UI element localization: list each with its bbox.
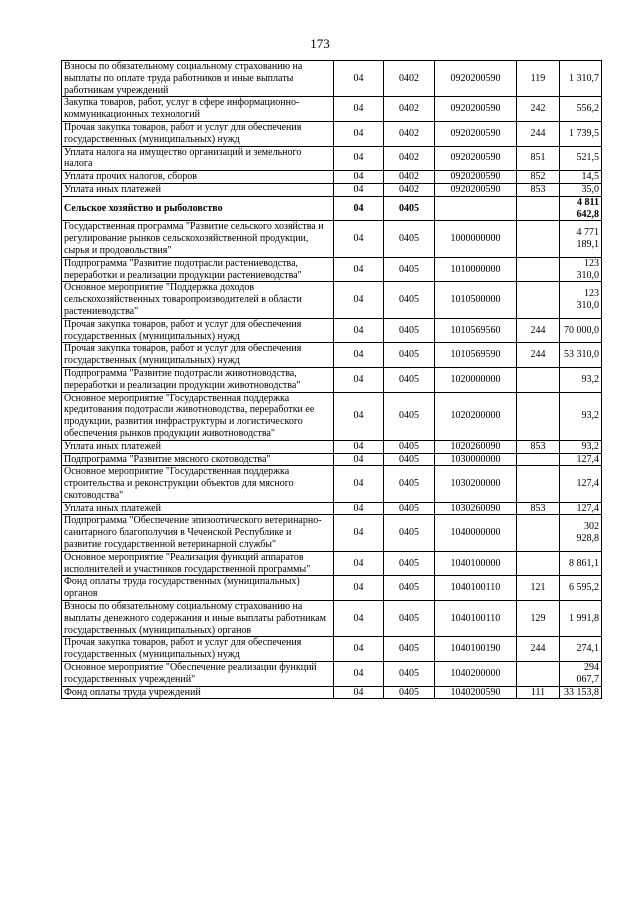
row-name-cell: Государственная программа "Развитие сельского хозяйства и регулирование рынков сельскохозяйственной продукции, сырья и продовольствия" — [62, 221, 334, 257]
row-expense-type-cell — [517, 282, 560, 318]
row-name-cell: Прочая закупка товаров, работ и услуг для обеспечения государственных (муниципальных) нужд — [62, 318, 334, 343]
row-expense-type-cell: 242 — [517, 97, 560, 122]
row-subsection-cell: 0405 — [384, 282, 435, 318]
row-target-article-cell: 1040200000 — [435, 662, 517, 687]
row-amount-cell: 4 811 642,8 — [560, 196, 602, 221]
row-subsection-cell: 0405 — [384, 515, 435, 551]
row-name-cell: Основное мероприятие "Реализация функций аппаратов исполнителей и участников государственной программы" — [62, 551, 334, 576]
row-subsection-cell: 0405 — [384, 440, 435, 453]
row-expense-type-cell — [517, 466, 560, 502]
row-expense-type-cell: 851 — [517, 146, 560, 171]
row-amount-cell: 294 067,7 — [560, 662, 602, 687]
row-target-article-cell — [435, 196, 517, 221]
row-target-article-cell: 1040100110 — [435, 576, 517, 601]
row-name-cell: Уплата прочих налогов, сборов — [62, 171, 334, 184]
row-expense-type-cell: 244 — [517, 343, 560, 368]
row-expense-type-cell — [517, 221, 560, 257]
table-row — [62, 196, 602, 221]
row-expense-type-cell — [517, 551, 560, 576]
row-name-cell: Взносы по обязательному социальному страхованию на выплаты по оплате труда работников и иные выплаты работникам учреждений — [62, 61, 334, 97]
row-amount-cell: 302 928,8 — [560, 515, 602, 551]
table-row — [62, 183, 602, 196]
row-target-article-cell: 1040100000 — [435, 551, 517, 576]
row-amount-cell: 53 310,0 — [560, 343, 602, 368]
row-amount-cell: 127,4 — [560, 466, 602, 502]
row-section-cell: 04 — [334, 453, 384, 466]
row-section-cell: 04 — [334, 146, 384, 171]
row-expense-type-cell: 111 — [517, 686, 560, 699]
table-row — [62, 637, 602, 662]
row-target-article-cell: 1040200590 — [435, 686, 517, 699]
row-section-cell: 04 — [334, 183, 384, 196]
row-target-article-cell: 1000000000 — [435, 221, 517, 257]
table-row — [62, 61, 602, 97]
page-number: 173 — [310, 36, 330, 51]
table-row — [62, 440, 602, 453]
row-section-cell: 04 — [334, 515, 384, 551]
row-amount-cell: 521,5 — [560, 146, 602, 171]
row-section-cell: 04 — [334, 466, 384, 502]
row-section-cell: 04 — [334, 121, 384, 146]
row-target-article-cell: 1010000000 — [435, 257, 517, 282]
table-row — [62, 343, 602, 368]
budget-table — [61, 60, 602, 699]
row-subsection-cell: 0402 — [384, 121, 435, 146]
table-row — [62, 318, 602, 343]
row-expense-type-cell: 244 — [517, 318, 560, 343]
row-amount-cell: 93,2 — [560, 440, 602, 453]
row-subsection-cell: 0402 — [384, 146, 435, 171]
row-section-cell: 04 — [334, 318, 384, 343]
row-amount-cell: 4 771 189,1 — [560, 221, 602, 257]
row-expense-type-cell: 244 — [517, 121, 560, 146]
row-amount-cell: 70 000,0 — [560, 318, 602, 343]
row-expense-type-cell — [517, 515, 560, 551]
row-name-cell: Подпрограмма "Развитие мясного скотоводства" — [62, 453, 334, 466]
row-name-cell: Фонд оплаты труда учреждений — [62, 686, 334, 699]
row-section-cell: 04 — [334, 343, 384, 368]
row-target-article-cell: 1020000000 — [435, 367, 517, 392]
row-amount-cell: 274,1 — [560, 637, 602, 662]
row-section-cell: 04 — [334, 196, 384, 221]
row-target-article-cell: 0920200590 — [435, 171, 517, 184]
table-row — [62, 392, 602, 440]
row-subsection-cell: 0405 — [384, 343, 435, 368]
row-target-article-cell: 1010500000 — [435, 282, 517, 318]
row-section-cell: 04 — [334, 97, 384, 122]
row-name-cell: Фонд оплаты труда государственных (муниципальных) органов — [62, 576, 334, 601]
row-subsection-cell: 0402 — [384, 183, 435, 196]
row-name-cell: Прочая закупка товаров, работ и услуг для обеспечения государственных (муниципальных) нужд — [62, 637, 334, 662]
row-amount-cell: 123 310,0 — [560, 257, 602, 282]
row-name-cell: Закупка товаров, работ, услуг в сфере информационно-коммуникационных технологий — [62, 97, 334, 122]
row-target-article-cell: 0920200590 — [435, 183, 517, 196]
row-section-cell: 04 — [334, 601, 384, 637]
row-section-cell: 04 — [334, 61, 384, 97]
table-row — [62, 221, 602, 257]
row-target-article-cell: 1040100190 — [435, 637, 517, 662]
row-subsection-cell: 0402 — [384, 61, 435, 97]
row-expense-type-cell — [517, 662, 560, 687]
row-amount-cell: 127,4 — [560, 502, 602, 515]
row-name-cell: Прочая закупка товаров, работ и услуг для обеспечения государственных (муниципальных) нужд — [62, 343, 334, 368]
row-target-article-cell: 0920200590 — [435, 61, 517, 97]
table-row — [62, 515, 602, 551]
row-subsection-cell: 0405 — [384, 318, 435, 343]
table-row — [62, 686, 602, 699]
row-amount-cell: 35,0 — [560, 183, 602, 196]
row-name-cell: Прочая закупка товаров, работ и услуг для обеспечения государственных (муниципальных) нужд — [62, 121, 334, 146]
row-name-cell: Основное мероприятие "Поддержка доходов сельскохозяйственных товаропроизводителей в области растениеводства" — [62, 282, 334, 318]
row-expense-type-cell: 244 — [517, 637, 560, 662]
row-name-cell: Уплата иных платежей — [62, 183, 334, 196]
row-name-cell: Уплата иных платежей — [62, 502, 334, 515]
row-target-article-cell: 1020260090 — [435, 440, 517, 453]
row-amount-cell: 6 595,2 — [560, 576, 602, 601]
row-expense-type-cell: 852 — [517, 171, 560, 184]
table-row — [62, 576, 602, 601]
row-amount-cell: 8 861,1 — [560, 551, 602, 576]
table-row — [62, 502, 602, 515]
budget-table-body — [62, 61, 602, 699]
row-name-cell: Подпрограмма "Обеспечение эпизоотического ветеринарно-санитарного благополучия в Чеченской Республике и развитие государственной ветеринарной службы" — [62, 515, 334, 551]
table-row — [62, 466, 602, 502]
row-name-cell: Основное мероприятие "Государственная поддержка строительства и реконструкции объектов для мясного скотоводства" — [62, 466, 334, 502]
row-expense-type-cell: 119 — [517, 61, 560, 97]
row-expense-type-cell — [517, 257, 560, 282]
table-row — [62, 551, 602, 576]
row-expense-type-cell — [517, 392, 560, 440]
row-amount-cell: 1 739,5 — [560, 121, 602, 146]
row-expense-type-cell: 129 — [517, 601, 560, 637]
table-row — [62, 601, 602, 637]
row-subsection-cell: 0405 — [384, 686, 435, 699]
table-row — [62, 171, 602, 184]
row-target-article-cell: 1020200000 — [435, 392, 517, 440]
row-amount-cell: 1 310,7 — [560, 61, 602, 97]
row-expense-type-cell: 121 — [517, 576, 560, 601]
row-section-cell: 04 — [334, 221, 384, 257]
row-subsection-cell: 0405 — [384, 551, 435, 576]
row-section-cell: 04 — [334, 686, 384, 699]
row-section-cell: 04 — [334, 367, 384, 392]
row-target-article-cell: 1030200000 — [435, 466, 517, 502]
row-amount-cell: 14,5 — [560, 171, 602, 184]
table-row — [62, 367, 602, 392]
row-subsection-cell: 0405 — [384, 392, 435, 440]
row-subsection-cell: 0405 — [384, 576, 435, 601]
row-subsection-cell: 0405 — [384, 637, 435, 662]
table-row — [62, 97, 602, 122]
row-section-cell: 04 — [334, 502, 384, 515]
row-subsection-cell: 0405 — [384, 662, 435, 687]
row-expense-type-cell: 853 — [517, 440, 560, 453]
table-row — [62, 257, 602, 282]
row-amount-cell: 127,4 — [560, 453, 602, 466]
row-section-cell: 04 — [334, 171, 384, 184]
table-row — [62, 662, 602, 687]
row-subsection-cell: 0405 — [384, 453, 435, 466]
row-section-cell: 04 — [334, 576, 384, 601]
row-subsection-cell: 0405 — [384, 221, 435, 257]
row-section-cell: 04 — [334, 440, 384, 453]
row-amount-cell: 123 310,0 — [560, 282, 602, 318]
row-section-cell: 04 — [334, 551, 384, 576]
row-section-cell: 04 — [334, 662, 384, 687]
table-row — [62, 121, 602, 146]
row-name-cell: Уплата налога на имущество организаций и земельного налога — [62, 146, 334, 171]
row-expense-type-cell: 853 — [517, 183, 560, 196]
row-target-article-cell: 0920200590 — [435, 121, 517, 146]
row-target-article-cell: 0920200590 — [435, 97, 517, 122]
row-section-cell: 04 — [334, 392, 384, 440]
row-target-article-cell: 0920200590 — [435, 146, 517, 171]
row-amount-cell: 556,2 — [560, 97, 602, 122]
row-name-cell: Сельское хозяйство и рыболовство — [62, 196, 334, 221]
row-target-article-cell: 1030260090 — [435, 502, 517, 515]
row-subsection-cell: 0405 — [384, 257, 435, 282]
row-amount-cell: 93,2 — [560, 392, 602, 440]
row-section-cell: 04 — [334, 637, 384, 662]
row-name-cell: Основное мероприятие "Государственная поддержка кредитования подотрасли животноводства, переработки ее продукции, развития инфраструктуры и логистического обеспечения рынков продукции животноводства" — [62, 392, 334, 440]
table-row — [62, 453, 602, 466]
row-target-article-cell: 1030000000 — [435, 453, 517, 466]
row-subsection-cell: 0405 — [384, 502, 435, 515]
row-expense-type-cell: 853 — [517, 502, 560, 515]
row-target-article-cell: 1040000000 — [435, 515, 517, 551]
row-name-cell: Основное мероприятие "Обеспечение реализации функций государственных учреждений" — [62, 662, 334, 687]
row-target-article-cell: 1010569590 — [435, 343, 517, 368]
row-target-article-cell: 1040100110 — [435, 601, 517, 637]
row-target-article-cell: 1010569560 — [435, 318, 517, 343]
row-subsection-cell: 0405 — [384, 196, 435, 221]
row-expense-type-cell — [517, 367, 560, 392]
row-section-cell: 04 — [334, 282, 384, 318]
table-row — [62, 146, 602, 171]
table-row — [62, 282, 602, 318]
row-expense-type-cell — [517, 196, 560, 221]
row-subsection-cell: 0402 — [384, 171, 435, 184]
row-amount-cell: 93,2 — [560, 367, 602, 392]
row-name-cell: Уплата иных платежей — [62, 440, 334, 453]
row-amount-cell: 33 153,8 — [560, 686, 602, 699]
row-subsection-cell: 0405 — [384, 466, 435, 502]
row-subsection-cell: 0405 — [384, 601, 435, 637]
row-expense-type-cell — [517, 453, 560, 466]
row-name-cell: Подпрограмма "Развитие подотрасли растениеводства, переработки и реализации продукции растениеводства" — [62, 257, 334, 282]
row-name-cell: Взносы по обязательному социальному страхованию на выплаты денежного содержания и иные выплаты работникам государственных (муниципальных) органов — [62, 601, 334, 637]
row-amount-cell: 1 991,8 — [560, 601, 602, 637]
row-section-cell: 04 — [334, 257, 384, 282]
row-subsection-cell: 0402 — [384, 97, 435, 122]
row-name-cell: Подпрограмма "Развитие подотрасли животноводства, переработки и реализации продукции животноводства" — [62, 367, 334, 392]
row-subsection-cell: 0405 — [384, 367, 435, 392]
